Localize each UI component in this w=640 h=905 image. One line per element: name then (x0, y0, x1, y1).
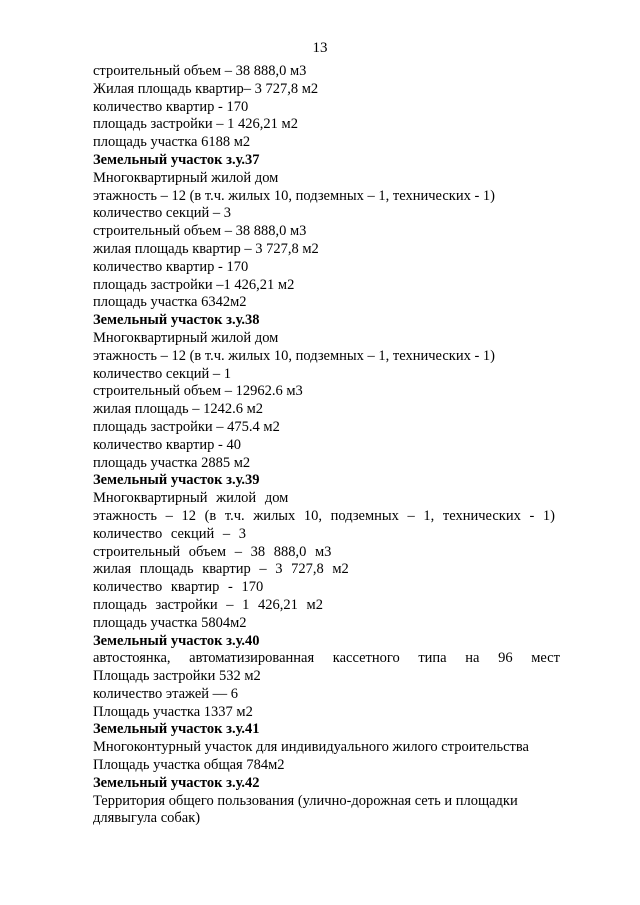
text-line: площадь участка 6342м2 (93, 294, 247, 311)
text-line: количество квартир - 170 (93, 98, 249, 115)
text-line: Площадь участка 1337 м2 (93, 703, 253, 720)
section-heading: Земельный участок з.у.41 (93, 721, 260, 738)
text-line: Площадь застройки 532 м2 (93, 668, 261, 685)
text-line: жилая площадь квартир – 3 727,8 м2 (93, 561, 349, 578)
text-line: Многоконтурный участок для индивидуального жилого строительства (93, 739, 529, 756)
section-heading: Земельный участок з.у.37 (93, 151, 260, 168)
document-body (93, 63, 560, 828)
text-line: строительный объем – 12962.6 м3 (93, 383, 303, 400)
text-line: Многоквартирный жилой дом (93, 329, 279, 346)
page-number: 13 (312, 40, 328, 56)
text-line: автостоянка, автоматизированная кассетного типа на 96 мест (93, 650, 560, 667)
text-line: площадь участка 6188 м2 (93, 134, 251, 151)
text-line: жилая площадь – 1242.6 м2 (93, 401, 264, 418)
section-heading: Земельный участок з.у.38 (93, 312, 260, 329)
text-line: этажность – 12 (в т.ч. жилых 10, подземных – 1, технических - 1) (93, 347, 495, 364)
text-line: Территория общего пользования (улично-дорожная сеть и площадки длявыгула собак) (93, 792, 518, 827)
text-line: площадь застройки – 475.4 м2 (93, 418, 280, 435)
text-line: строительный объем – 38 888,0 м3 (93, 223, 307, 240)
text-line: этажность – 12 (в т.ч. жилых 10, подземных – 1, технических - 1) (93, 507, 555, 524)
text-line: этажность – 12 (в т.ч. жилых 10, подземных – 1, технических - 1) (93, 187, 495, 204)
text-line: Многоквартирный жилой дом (93, 490, 289, 507)
text-line: количество квартир - 40 (93, 436, 241, 453)
section-heading: Земельный участок з.у.40 (93, 632, 260, 649)
text-line: количество квартир - 170 (93, 258, 249, 275)
text-line: строительный объем – 38 888,0 м3 (93, 63, 307, 79)
text-line: Площадь участка общая 784м2 (93, 757, 285, 774)
text-line: площадь участка 2885 м2 (93, 454, 251, 471)
text-line: количество секций – 3 (93, 525, 246, 542)
text-line: количество секций – 3 (93, 205, 231, 222)
text-line: строительный объем – 38 888,0 м3 (93, 543, 332, 560)
text-line: Многоквартирный жилой дом (93, 169, 279, 186)
text-line: количество этажей — 6 (93, 685, 239, 702)
section-heading: Земельный участок з.у.42 (93, 774, 260, 791)
text-line: жилая площадь квартир – 3 727,8 м2 (93, 240, 319, 257)
section-heading: Земельный участок з.у.39 (93, 472, 260, 489)
text-line: количество секций – 1 (93, 365, 231, 382)
text-line: площадь участка 5804м2 (93, 614, 247, 631)
text-line: количество квартир - 170 (93, 579, 264, 596)
text-line: Жилая площадь квартир– 3 727,8 м2 (93, 80, 319, 97)
text-line: площадь застройки –1 426,21 м2 (93, 276, 295, 293)
text-line: площадь застройки – 1 426,21 м2 (93, 116, 298, 133)
text-line: площадь застройки – 1 426,21 м2 (93, 596, 323, 613)
